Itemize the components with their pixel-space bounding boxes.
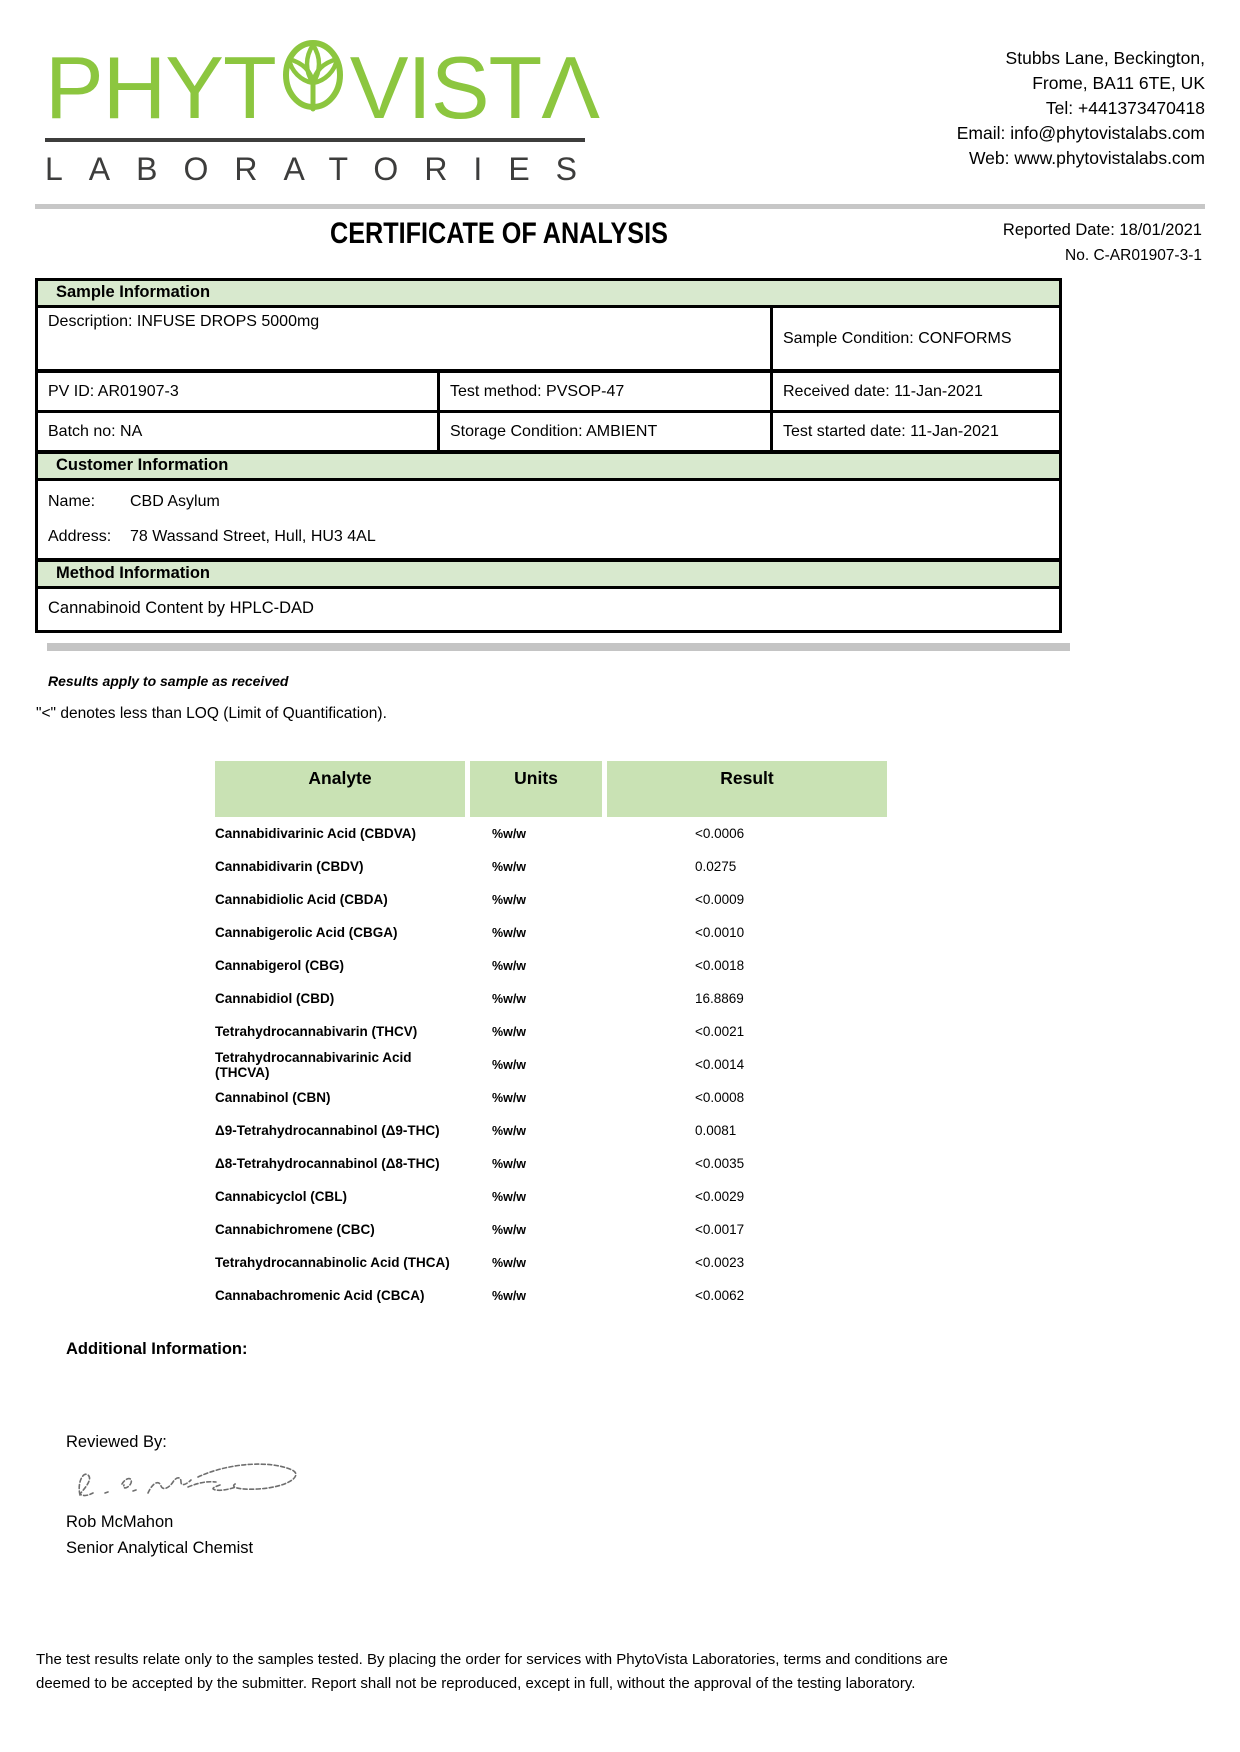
analyte-result: <0.0021 <box>695 1024 745 1039</box>
result-row <box>215 883 887 916</box>
customer-name-line <box>48 493 1049 511</box>
leaf-icon <box>280 38 346 129</box>
pv-id: PV ID: AR01907-3 <box>38 373 440 410</box>
customer-address-line <box>48 528 1049 546</box>
analyte-units: %w/w <box>492 1255 527 1270</box>
analyte-result: <0.0029 <box>695 1189 745 1204</box>
analyte-name: Cannabidiolic Acid (CBDA) <box>215 892 388 907</box>
customer-name-value: CBD Asylum <box>130 493 220 510</box>
analyte-units: %w/w <box>492 958 527 973</box>
result-row <box>215 1147 887 1180</box>
column-header-analyte: Analyte <box>215 761 465 817</box>
reviewer-name: Rob McMahon <box>66 1513 174 1531</box>
table-row <box>38 373 1059 413</box>
sample-information-header: Sample Information <box>38 281 1059 308</box>
analyte-name: Δ9-Tetrahydrocannabinol (Δ9-THC) <box>215 1123 440 1138</box>
received-date: Received date: 11-Jan-2021 <box>783 382 983 400</box>
results-table-header <box>215 761 887 817</box>
analyte-units: %w/w <box>492 1123 527 1138</box>
analyte-result: <0.0035 <box>695 1156 745 1171</box>
method-information-block <box>35 560 1062 633</box>
result-row <box>215 1279 887 1312</box>
footer-line1: The test results relate only to the samples tested. By placing the order for services with PhytoVista Laboratories, terms and conditions are <box>36 1651 948 1668</box>
result-row <box>215 1180 887 1213</box>
sample-information-block <box>35 278 1062 453</box>
table-row <box>38 308 1059 373</box>
logo-text-part2: VIST <box>349 38 542 137</box>
test-started-date: Test started date: 11-Jan-2021 <box>783 422 999 440</box>
contact-address-line1: Stubbs Lane, Beckington, <box>1005 48 1205 68</box>
header-rule <box>35 204 1205 209</box>
result-row <box>215 1213 887 1246</box>
footer-line2: deemed to be accepted by the submitter. Report shall not be reproduced, except in full, without the approval of the testing laboratory. <box>36 1675 916 1692</box>
result-row <box>215 1081 887 1114</box>
analyte-name: Tetrahydrocannabivarin (THCV) <box>215 1024 418 1039</box>
column-header-units: Units <box>470 761 602 817</box>
analyte-name: Cannabigerolic Acid (CBGA) <box>215 925 398 940</box>
analyte-name: Tetrahydrocannabinolic Acid (THCA) <box>215 1255 450 1270</box>
page-title: CERTIFICATE OF ANALYSIS <box>330 217 668 250</box>
batch-no: Batch no: NA <box>38 413 440 450</box>
analyte-units: %w/w <box>492 892 527 907</box>
loq-note: "<" denotes less than LOQ (Limit of Quantification). <box>36 705 387 722</box>
analyte-result: 0.0081 <box>695 1123 737 1138</box>
analyte-result: <0.0008 <box>695 1090 745 1105</box>
results-apply-note: Results apply to sample as received <box>48 673 289 689</box>
customer-information-block <box>35 452 1062 561</box>
analyte-units: %w/w <box>492 1156 527 1171</box>
result-row <box>215 916 887 949</box>
analyte-name: Cannabidivarinic Acid (CBDVA) <box>215 826 417 841</box>
signature-image <box>70 1455 1240 1509</box>
contact-email: Email: info@phytovistalabs.com <box>956 123 1205 143</box>
phytovista-logo <box>45 38 603 188</box>
info-tables <box>35 278 1062 633</box>
reviewed-by-label: Reviewed By: <box>66 1433 167 1451</box>
analyte-result: <0.0014 <box>695 1057 745 1072</box>
result-row <box>215 1114 887 1147</box>
logo-wordmark <box>45 38 600 137</box>
analyte-units: %w/w <box>492 991 527 1006</box>
storage-condition: Storage Condition: AMBIENT <box>440 413 773 450</box>
analyte-result: <0.0009 <box>695 892 745 907</box>
lab-contact-block <box>957 38 1205 188</box>
analyte-name: Cannabidiol (CBD) <box>215 991 335 1006</box>
analyte-units: %w/w <box>492 826 527 841</box>
contact-web: Web: www.phytovistalabs.com <box>968 148 1205 168</box>
analyte-units: %w/w <box>492 1024 527 1039</box>
analyte-units: %w/w <box>492 1189 527 1204</box>
result-row <box>215 850 887 883</box>
analyte-result: <0.0010 <box>695 925 745 940</box>
reviewer-role: Senior Analytical Chemist <box>66 1539 254 1557</box>
analyte-name: Cannabichromene (CBC) <box>215 1222 375 1237</box>
logo-subtitle: LABORATORIES <box>45 151 603 187</box>
result-row <box>215 1246 887 1279</box>
footer-disclaimer <box>36 1648 1216 1696</box>
analyte-units: %w/w <box>492 1090 527 1105</box>
analyte-result: 0.0275 <box>695 859 737 874</box>
sample-condition: Sample Condition: CONFORMS <box>783 329 1012 347</box>
certificate-number: No. C-AR01907-3-1 <box>1065 247 1202 264</box>
analyte-units: %w/w <box>492 859 527 874</box>
block-shadow <box>47 643 1070 651</box>
result-row <box>215 817 887 850</box>
customer-information-header: Customer Information <box>38 454 1059 481</box>
method-information-header: Method Information <box>38 562 1059 589</box>
analyte-units: %w/w <box>492 1288 527 1303</box>
result-row <box>215 1015 887 1048</box>
analyte-result: 16.8869 <box>695 991 744 1006</box>
column-header-result: Result <box>607 761 887 817</box>
test-method: Test method: PVSOP-47 <box>440 373 773 410</box>
reported-date: Reported Date: 18/01/2021 <box>1002 221 1202 239</box>
analyte-units: %w/w <box>492 1222 527 1237</box>
customer-details <box>38 481 1059 558</box>
analyte-name: Cannabidivarin (CBDV) <box>215 859 364 874</box>
analyte-units: %w/w <box>492 925 527 940</box>
analyte-result: <0.0023 <box>695 1255 745 1270</box>
analyte-name: Tetrahydrocannabivarinic Acid (THCVA) <box>215 1049 412 1080</box>
customer-name-label: Name: <box>48 493 96 510</box>
analyte-result: <0.0062 <box>695 1288 745 1303</box>
analyte-result: <0.0017 <box>695 1222 745 1237</box>
additional-information-label: Additional Information: <box>66 1340 248 1358</box>
result-row <box>215 1048 887 1081</box>
analyte-name: Δ8-Tetrahydrocannabinol (Δ8-THC) <box>215 1156 440 1171</box>
result-row <box>215 982 887 1015</box>
analyte-result: <0.0006 <box>695 826 745 841</box>
analyte-result: <0.0018 <box>695 958 745 973</box>
analyte-name: Cannabicyclol (CBL) <box>215 1189 348 1204</box>
result-row <box>215 949 887 982</box>
sample-description: Description: INFUSE DROPS 5000mg <box>38 308 773 369</box>
logo-text-part1: PHYT <box>45 38 276 137</box>
analyte-units: %w/w <box>492 1057 527 1072</box>
reviewer-block <box>66 1509 1240 1561</box>
customer-address-label: Address: <box>48 528 112 545</box>
page-header <box>0 0 1240 188</box>
method-description: Cannabinoid Content by HPLC-DAD <box>48 599 314 617</box>
results-table <box>215 761 887 1312</box>
contact-address-line2: Frome, BA11 6TE, UK <box>1032 73 1205 93</box>
contact-phone: Tel: +441373470418 <box>1045 98 1205 118</box>
customer-address-value: 78 Wassand Street, Hull, HU3 4AL <box>130 528 376 545</box>
analyte-name: Cannabachromenic Acid (CBCA) <box>215 1288 425 1303</box>
logo-divider <box>45 138 585 142</box>
table-row <box>38 413 1059 450</box>
analyte-name: Cannabinol (CBN) <box>215 1090 331 1105</box>
analyte-name: Cannabigerol (CBG) <box>215 958 345 973</box>
logo-text-part3: Λ <box>541 38 600 137</box>
